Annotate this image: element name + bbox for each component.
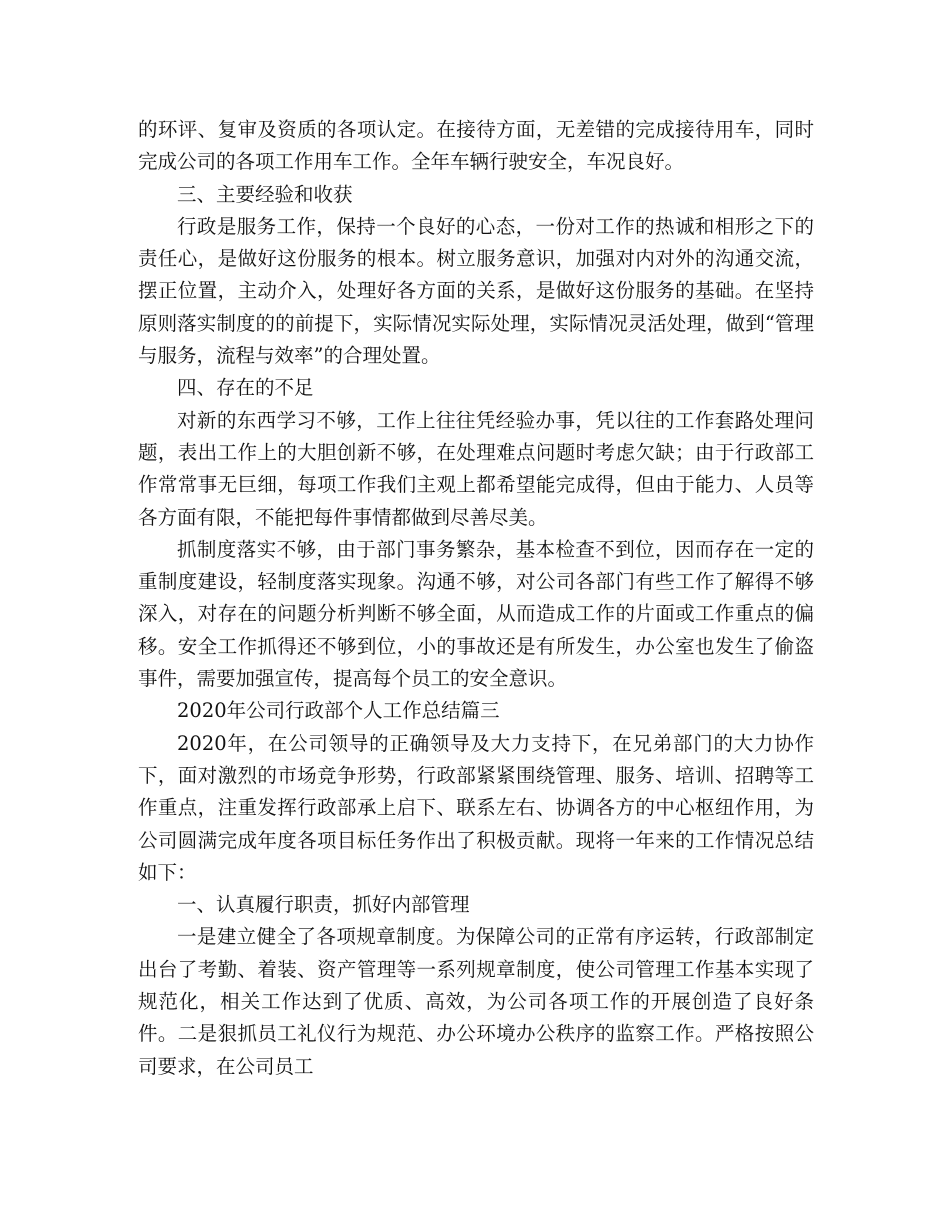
paragraph-5: 2020年，在公司领导的正确领导及大力支持下，在兄弟部门的大力协作下，面对激烈的市场竞争形势，行政部紧紧围绕管理、服务、培训、招聘等工作重点，注重发挥行政部承上启下、联系左右、协调各方的中心枢纽作用，为公司圆满完成年度各项目标任务作出了积极贡献。现将一年来的工作情况总结如下： bbox=[138, 731, 814, 884]
section-heading-1: 一、认真履行职责，抓好内部管理 bbox=[177, 893, 470, 917]
paragraph-6: 一是建立健全了各项规章制度。为保障公司的正常有序运转，行政部制定出台了考勤、着装、资产管理等一系列规章制度，使公司管理工作基本实现了规范化，相关工作达到了优质、高效，为公司各项工作的开展创造了良好条件。二是狠抓员工礼仪行为规范、办公环境办公秩序的监察工作。严格按照公司要求，在公司员工 bbox=[138, 925, 814, 1078]
section-heading-3: 三、主要经验和收获 bbox=[177, 182, 353, 206]
article-title: 2020年公司行政部个人工作总结篇三 bbox=[177, 699, 500, 723]
document-body bbox=[138, 114, 814, 1083]
paragraph-1: 的环评、复审及资质的各项认定。在接待方面，无差错的完成接待用车，同时完成公司的各项工作用车工作。全年车辆行驶安全，车况良好。 bbox=[138, 118, 814, 174]
paragraph-3: 对新的东西学习不够，工作上往往凭经验办事，凭以往的工作套路处理问题，表出工作上的大胆创新不够，在处理难点问题时考虑欠缺；由于行政部工作常常事无巨细，每项工作我们主观上都希望能完成得，但由于能力、人员等各方面有限，不能把每件事情都做到尽善尽美。 bbox=[138, 408, 814, 529]
paragraph-4: 抓制度落实不够，由于部门事务繁杂，基本检查不到位，因而存在一定的重制度建设，轻制度落实现象。沟通不够，对公司各部门有些工作了解得不够深入，对存在的问题分析判断不够全面，从而造成工作的片面或工作重点的偏移。安全工作抓得还不够到位，小的事故还是有所发生，办公室也发生了偷盗事件，需要加强宣传，提高每个员工的安全意识。 bbox=[138, 537, 814, 691]
paragraph-2: 行政是服务工作，保持一个良好的心态，一份对工作的热诚和相形之下的责任心，是做好这份服务的根本。树立服务意识，加强对内对外的沟通交流，摆正位置，主动介入，处理好各方面的关系，是做好这份服务的基础。在坚持原则落实制度的的前提下，实际情况实际处理，实际情况灵活处理，做到“管理与服务，流程与效率”的合理处置。 bbox=[138, 214, 814, 368]
section-heading-4: 四、存在的不足 bbox=[177, 376, 314, 400]
